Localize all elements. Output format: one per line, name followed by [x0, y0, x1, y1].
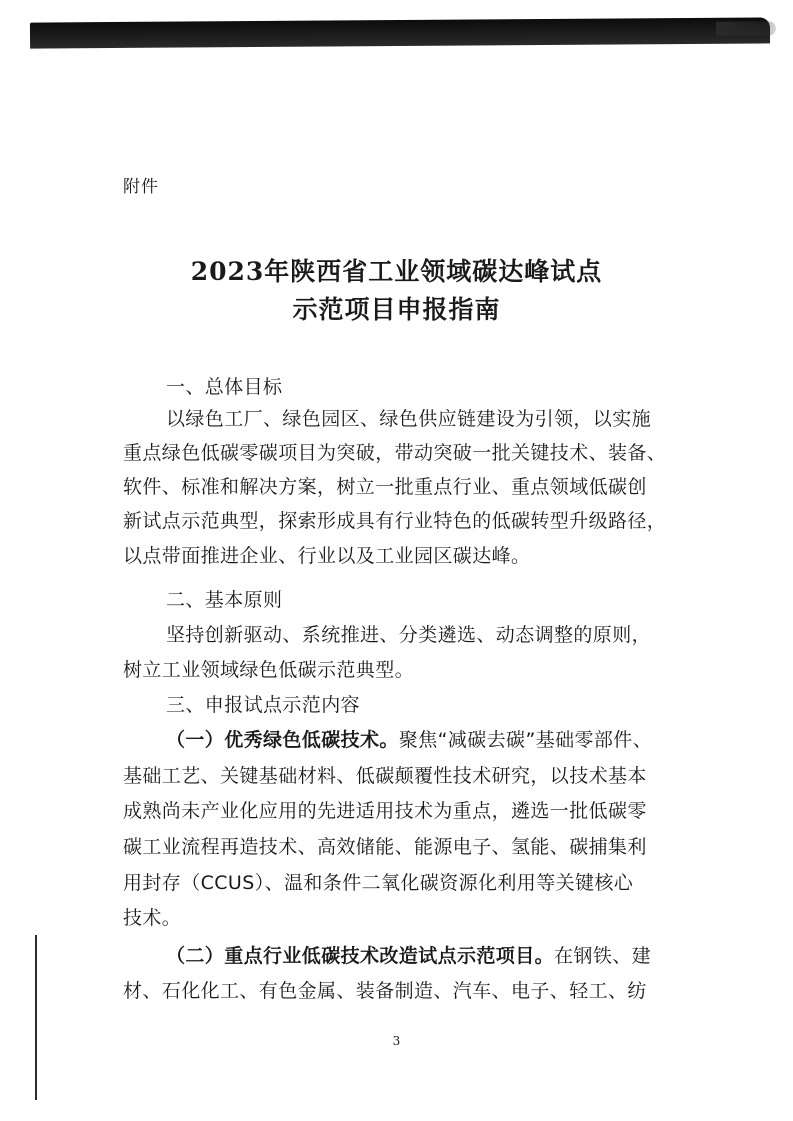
paragraph-line: 碳工业流程再造技术、高效储能、能源电子、氢能、碳捕集利: [123, 836, 647, 858]
document-title-line-1: 2023年陕西省工业领域碳达峰试点: [190, 257, 603, 286]
paragraph-line: 软件、标准和解决方案，树立一批重点行业、重点领域低碳创: [123, 476, 647, 498]
scan-margin-line: [35, 935, 37, 1100]
paragraph-line: 技术。: [123, 907, 182, 929]
paragraph-line: 重点绿色低碳零碳项目为突破，带动突破一批关键技术、装备、: [123, 442, 667, 464]
item-1-title: （一）优秀绿色低碳技术。: [166, 729, 399, 751]
paragraph-line: 用封存（CCUS）、温和条件二氧化碳资源化利用等关键核心: [123, 872, 634, 894]
item-2-title: （二）重点行业低碳技术改造试点示范项目。: [166, 945, 555, 967]
item-1-first-line: [166, 725, 679, 752]
paragraph-line: 以绿色工厂、绿色园区、绿色供应链建设为引领，以实施: [166, 408, 652, 430]
item-2-text: 在钢铁、建: [554, 945, 652, 967]
paragraph-line: 基础工艺、关键基础材料、低碳颠覆性技术研究，以技术基本: [123, 765, 647, 787]
page-number: 3: [392, 1034, 401, 1048]
document-title-line-2: 示范项目申报指南: [292, 295, 501, 324]
section-heading-basic-principles: 二、基本原则: [166, 589, 283, 611]
paragraph-line: 坚持创新驱动、系统推进、分类遴选、动态调整的原则，: [166, 624, 652, 646]
scan-shadow-bar: [30, 17, 770, 48]
paragraph-line: 新试点示范典型，探索形成具有行业特色的低碳转型升级路径，: [123, 510, 667, 532]
section-heading-overall-goal: 一、总体目标: [166, 376, 283, 398]
attachment-label: 附件: [123, 177, 159, 197]
section-heading-pilot-content: 三、申报试点示范内容: [166, 694, 361, 716]
paragraph-line: 材、石化化工、有色金属、装备制造、汽车、电子、轻工、纺: [123, 980, 647, 1002]
item-2-first-line: [166, 941, 679, 968]
paragraph-line: 成熟尚未产业化应用的先进适用技术为重点，遴选一批低碳零: [123, 800, 647, 822]
paragraph-line: 树立工业领域绿色低碳示范典型。: [123, 659, 415, 681]
paragraph-line: 以点带面推进企业、行业以及工业园区碳达峰。: [123, 545, 531, 567]
item-1-text: 聚焦“减碳去碳”基础零部件、: [398, 729, 653, 751]
